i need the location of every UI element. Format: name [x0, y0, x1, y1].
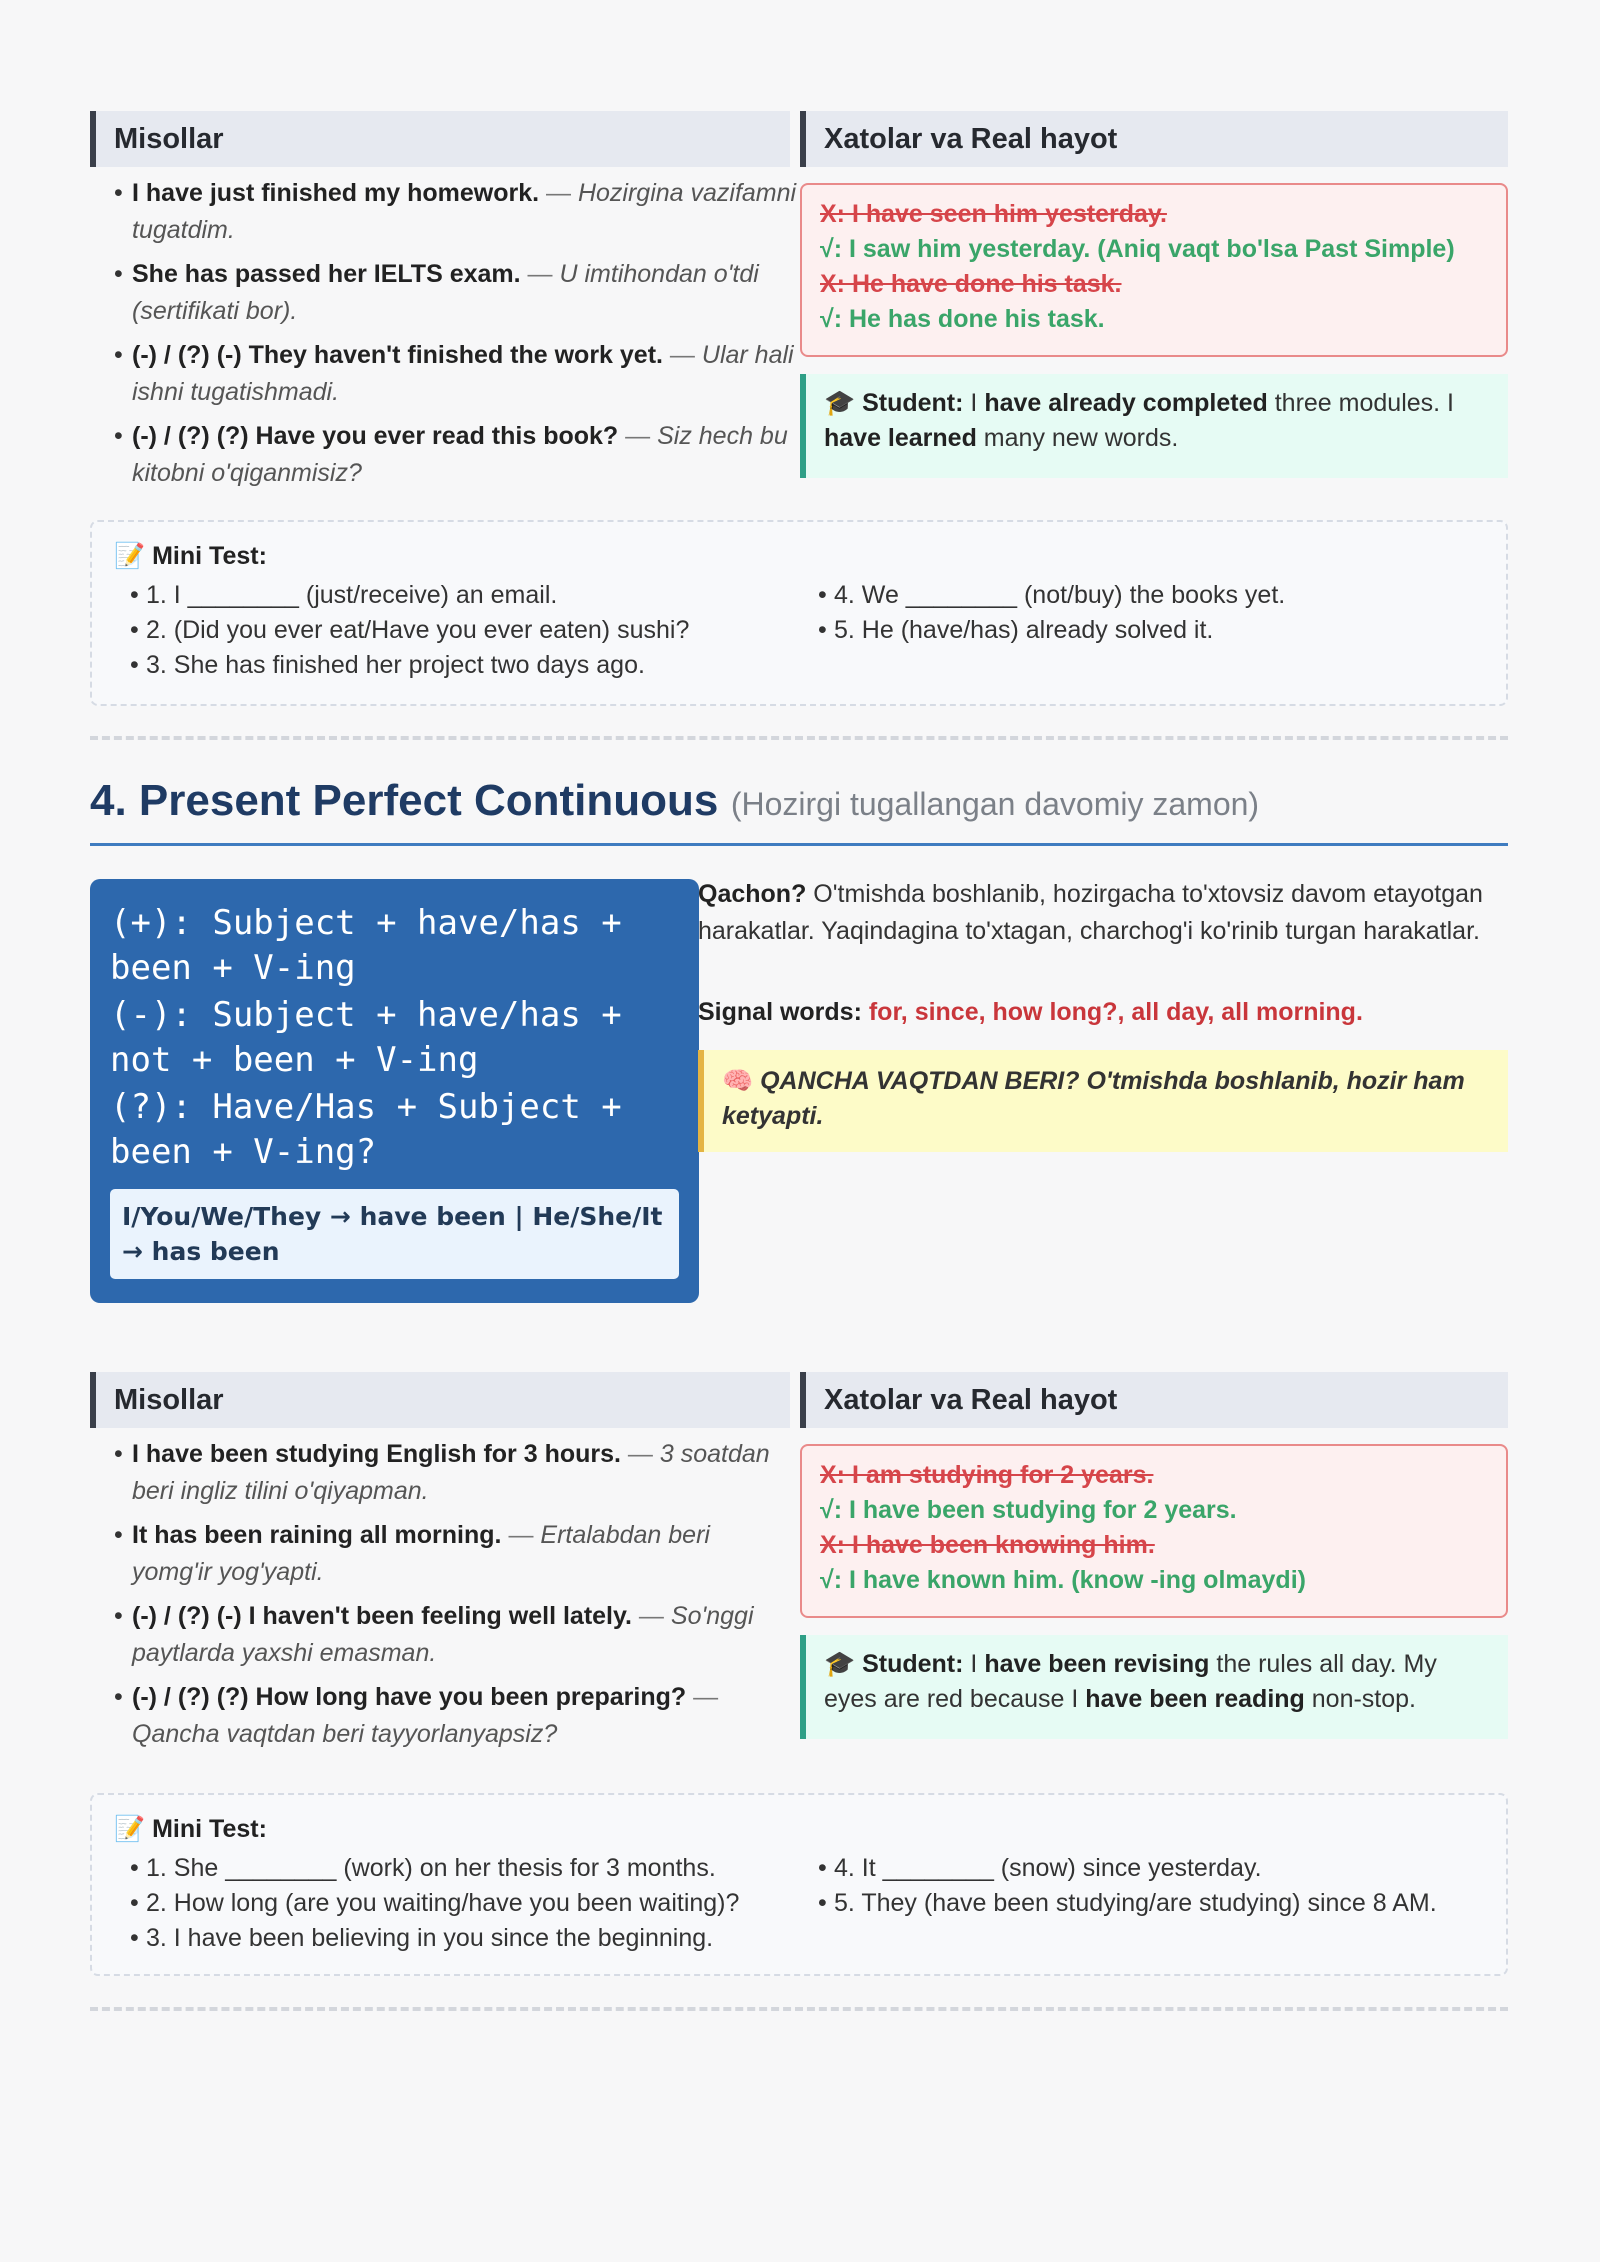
signal-label: Signal words: [698, 998, 862, 1026]
test-question: • 1. I ________ (just/receive) an email. [130, 578, 790, 613]
examples-list [110, 175, 805, 499]
section-divider [90, 736, 1508, 740]
errors-box [800, 1444, 1508, 1618]
wrong-example: X: I have seen him yesterday. [820, 200, 1167, 228]
errors-header: Xatolar va Real hayot [800, 111, 1508, 167]
formula-positive: (+): Subject + have/has + been + V-ing [110, 903, 622, 988]
student-box: 🎓 Student: I have already completed three modules. I have learned many new words. [800, 374, 1508, 478]
wrong-example: X: I have been knowing him. [820, 1531, 1155, 1559]
wrong-example: X: I am studying for 2 years. [820, 1461, 1154, 1489]
example-item: • It has been raining all morning. — Ertalabdan beri yomg'ir yog'yapti. [110, 1517, 795, 1591]
mini-test-box [90, 520, 1508, 706]
formula-card [90, 879, 699, 1303]
mini-test-left-list [130, 1851, 810, 1956]
graduation-cap-icon: 🎓 [824, 1650, 856, 1678]
test-question: • 4. It ________ (snow) since yesterday. [818, 1851, 1498, 1886]
signal-words: Signal words: for, since, how long?, all day, all morning. [698, 998, 1363, 1026]
mini-test-title: 📝 Mini Test: [114, 542, 267, 570]
examples-list [110, 1436, 795, 1760]
test-question: • 2. How long (are you waiting/have you been waiting)? [130, 1886, 810, 1921]
student-label: Student: [862, 1650, 964, 1678]
examples-header: Misollar [90, 1372, 790, 1428]
tip-box: 🧠 QANCHA VAQTDAN BERI? O'tmishda boshlanib, hozir ham ketyapti. [698, 1050, 1508, 1152]
correct-example: √: I have known him. (know -ing olmaydi) [820, 1566, 1306, 1594]
test-question: • 1. She ________ (work) on her thesis for 3 months. [130, 1851, 810, 1886]
formula-negative: (-): Subject + have/has + not + been + V-ing [110, 995, 622, 1080]
test-question: • 5. He (have/has) already solved it. [818, 613, 1478, 648]
test-question: • 5. They (have been studying/are studying) since 8 AM. [818, 1886, 1498, 1921]
example-item: • (-) / (?) (-) They haven't finished the work yet. — Ular hali ishni tugatishmadi. [110, 337, 805, 411]
errors-header: Xatolar va Real hayot [800, 1372, 1508, 1428]
test-question: • 3. I have been believing in you since the beginning. [130, 1921, 810, 1956]
memo-icon: 📝 [114, 1815, 146, 1843]
section-divider [90, 2007, 1508, 2011]
memo-icon: 📝 [114, 542, 146, 570]
example-item: • I have been studying English for 3 hours. — 3 soatdan beri ingliz tilini o'qiyapman. [110, 1436, 795, 1510]
example-item: • (-) / (?) (-) I haven't been feeling well lately. — So'nggi paytlarda yaxshi emasman. [110, 1598, 795, 1672]
student-label: Student: [862, 389, 964, 417]
examples-header: Misollar [90, 111, 790, 167]
mini-test-right-list [818, 1851, 1498, 1921]
section-title: 4. Present Perfect Continuous [90, 776, 719, 825]
title-underline [90, 843, 1508, 846]
correct-example: √: I have been studying for 2 years. [820, 1496, 1237, 1524]
correct-example: √: I saw him yesterday. (Aniq vaqt bo'lsa Past Simple) [820, 235, 1455, 263]
graduation-cap-icon: 🎓 [824, 389, 856, 417]
mini-test-title: 📝 Mini Test: [114, 1815, 267, 1843]
example-item: • (-) / (?) (?) How long have you been preparing? — Qancha vaqtdan beri tayyorlanyapsiz? [110, 1679, 795, 1753]
test-question: • 4. We ________ (not/buy) the books yet. [818, 578, 1478, 613]
brain-icon: 🧠 [722, 1067, 754, 1095]
correct-example: √: He has done his task. [820, 305, 1105, 333]
errors-box [800, 183, 1508, 357]
wrong-example: X: He have done his task. [820, 270, 1122, 298]
test-question: • 3. She has finished her project two days ago. [130, 648, 790, 683]
formula-note: I/You/We/They → have been | He/She/It → has been [110, 1189, 679, 1279]
test-question: • 2. (Did you ever eat/Have you ever eaten) sushi? [130, 613, 790, 648]
formula-question: (?): Have/Has + Subject + been + V-ing? [110, 1087, 622, 1172]
usage-text: Qachon? O'tmishda boshlanib, hozirgacha to'xtovsiz davom etayotgan harakatlar. Yaqindagina to'xtagan, charchog'i ko'rinib turgan harakatlar. [698, 880, 1483, 945]
section-subtitle: (Hozirgi tugallangan davomiy zamon) [730, 786, 1260, 822]
mini-test-left-list [130, 578, 790, 683]
when-label: Qachon? [698, 880, 807, 908]
example-item: • (-) / (?) (?) Have you ever read this book? — Siz hech bu kitobni o'qiganmisiz? [110, 418, 805, 492]
mini-test-right-list [818, 578, 1478, 648]
section-heading [90, 776, 1508, 826]
student-box: 🎓 Student: I have been revising the rules all day. My eyes are red because I have been reading non-stop. [800, 1635, 1508, 1739]
example-item: • I have just finished my homework. — Hozirgina vazifamni tugatdim. [110, 175, 805, 249]
mini-test-box [90, 1793, 1508, 1976]
example-item: • She has passed her IELTS exam. — U imtihondan o'tdi (sertifikati bor). [110, 256, 805, 330]
